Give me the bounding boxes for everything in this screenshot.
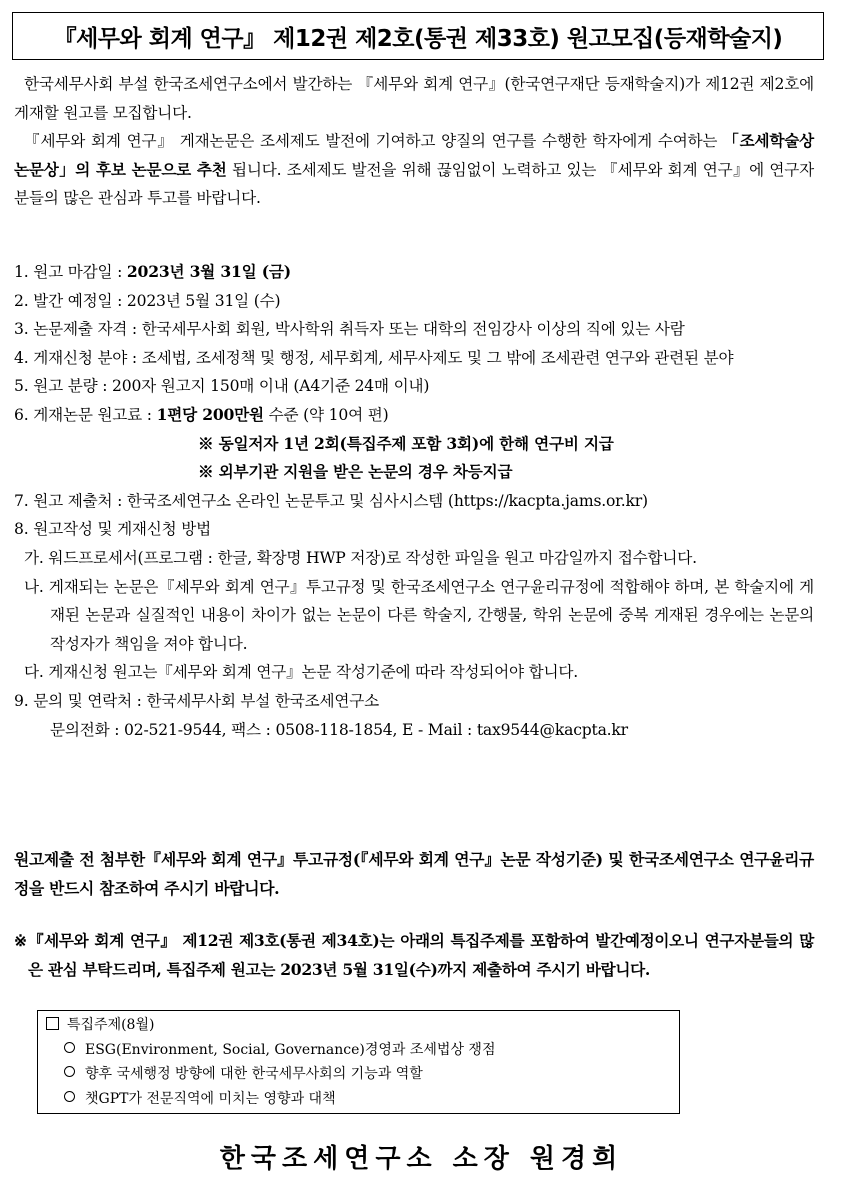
award-highlight: 「조세학술상 논문상」의 후보 논문으로 추천: [14, 131, 814, 179]
circle-icon: [64, 1066, 75, 1077]
intro-paragraph-2: 『세무와 회계 연구』 게재논문은 조세제도 발전에 기여하고 양질의 연구를 수행한 학자에게 수여하는 「조세학술상 논문상」의 후보 논문으로 추천 됩니다. 조세제도 발전을 위해 끊임없이 노력하고 있는 『세무와 회계 연구』에 연구자분들의 많은 관심과 투고를 바랍니다.: [14, 131, 814, 208]
item-deadline: 1. 원고 마감일 : 2023년 3월 31일 (금): [14, 262, 291, 281]
fee-note-2: ※ 외부기관 지원을 받은 논문의 경우 차등지급: [198, 462, 513, 482]
item-method-na: 나. 게재되는 논문은『세무와 회계 연구』투고규정 및 한국조세연구소 연구윤리규정에 적합해야 하며, 본 학술지에 게재된 논문과 실질적인 내용이 차이가 없는 논문이 다른 학술지, 간행물, 학위 논문에 중복 게재된 경우에는 논문의 작성자가 책임을 져야 합니다.: [24, 577, 814, 653]
items-section: [14, 258, 814, 744]
item-contact: 9. 문의 및 연락처 : 한국세무사회 부설 한국조세연구소: [14, 691, 379, 710]
topics-list: [46, 1038, 671, 1112]
list-item: 챗GPT가 전문직역에 미치는 영향과 대책: [64, 1087, 671, 1112]
reference-notice: 원고제출 전 첨부한『세무와 회계 연구』투고규정(『세무와 회계 연구』논문 작성기준) 및 한국조세연구소 연구윤리규정을 반드시 참조하여 주시기 바랍니다.: [14, 850, 814, 898]
special-topics-box: [37, 1010, 680, 1114]
page-title: 『세무와 회계 연구』 제12권 제2호(통권 제33호) 원고모집(등재학술지): [12, 12, 824, 60]
reference-mark: ※: [14, 931, 27, 950]
signature: 한국조세연구소 소장 원경희: [219, 1144, 624, 1174]
item-length: 5. 원고 분량 : 200자 원고지 150매 이내 (A4기준 24매 이내): [14, 377, 430, 396]
square-icon: [46, 1017, 59, 1030]
item-method: 8. 원고작성 및 게재신청 방법: [14, 520, 212, 539]
special-issue-notice: ※ 『세무와 회계 연구』 제12권 제3호(통권 제34호)는 아래의 특집주제를 포함하여 발간예정이오니 연구자분들의 많은 관심 부탁드리며, 특집주제 원고는 2023년 5월 31일(수)까지 제출하여 주시기 바랍니다.: [14, 926, 814, 984]
circle-icon: [64, 1042, 75, 1053]
item-method-ga: 가. 워드프로세서(프로그램 : 한글, 확장명 HWP 저장)로 작성한 파일을 원고 마감일까지 접수합니다.: [24, 548, 697, 567]
contact-details: 문의전화 : 02-521-9544, 팩스 : 0508-118-1854, E - Mail : tax9544@kacpta.kr: [50, 720, 628, 739]
list-item: ESG(Environment, Social, Governance)경영과 조세법상 쟁점: [64, 1038, 671, 1063]
intro-paragraph-1: 한국세무사회 부설 한국조세연구소에서 발간하는 『세무와 회계 연구』(한국연구재단 등재학술지)가 제12권 제2호에 게재할 원고를 모집합니다.: [14, 75, 814, 122]
intro-section: [14, 70, 814, 213]
item-submission-site: 7. 원고 제출처 : 한국조세연구소 온라인 논문투고 및 심사시스템 (https://kacpta.jams.or.kr): [14, 491, 648, 510]
item-method-da: 다. 게재신청 원고는『세무와 회계 연구』논문 작성기준에 따라 작성되어야 합니다.: [24, 663, 578, 682]
item-fee: 6. 게재논문 원고료 : 1편당 200만원 수준 (약 10여 편): [14, 404, 389, 424]
item-fields: 4. 게재신청 분야 : 조세법, 조세정책 및 행정, 세무회계, 세무사제도 및 그 밖에 조세관련 연구와 관련된 분야: [14, 348, 734, 367]
item-publish-date: 2. 발간 예정일 : 2023년 5월 31일 (수): [14, 291, 281, 310]
circle-icon: [64, 1091, 75, 1102]
list-item: 향후 국세행정 방향에 대한 한국세무사회의 기능과 역할: [64, 1062, 671, 1087]
item-eligibility: 3. 논문제출 자격 : 한국세무사회 회원, 박사학위 취득자 또는 대학의 전임강사 이상의 직에 있는 사람: [14, 320, 685, 339]
fee-note-1: ※ 동일저자 1년 2회(특집주제 포함 3회)에 한해 연구비 지급: [198, 433, 614, 453]
topics-header: 특집주제(8월): [46, 1013, 671, 1038]
